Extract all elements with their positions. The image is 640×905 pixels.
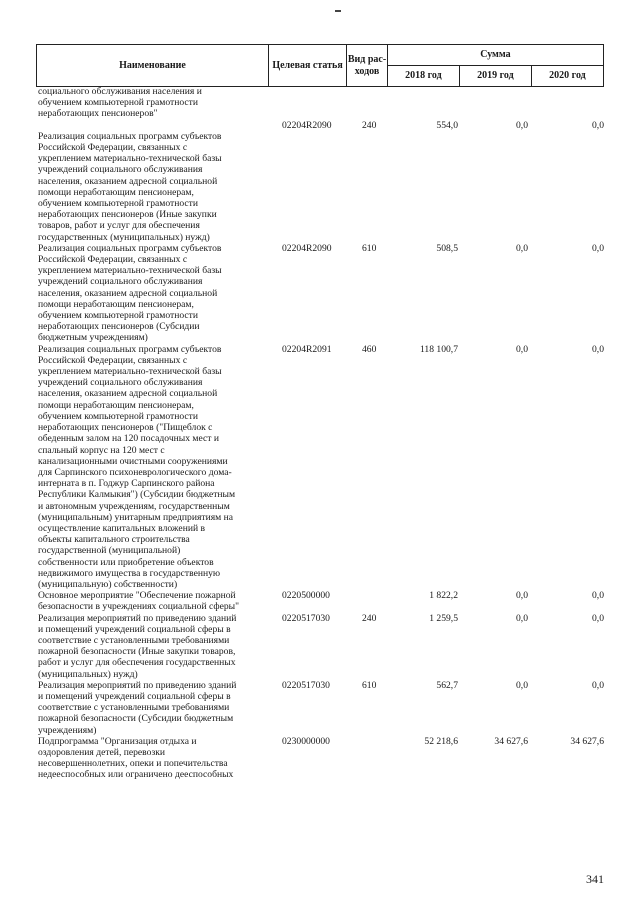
cell-target: 02204R2091 — [282, 343, 332, 355]
header-sum: Сумма — [387, 45, 603, 66]
cell-target: 02204R2090 — [282, 119, 332, 131]
cell-y2018: 562,7 — [436, 679, 458, 691]
table-row — [38, 86, 604, 120]
cell-vid: 240 — [362, 119, 377, 131]
header-name: Наименование — [37, 45, 269, 87]
cell-vid: 610 — [362, 679, 377, 691]
table-header — [36, 44, 604, 87]
cell-y2019: 34 627,6 — [494, 735, 528, 747]
cell-y2019: 0,0 — [516, 242, 528, 254]
cell-y2020: 34 627,6 — [570, 735, 604, 747]
header-vid: Вид рас-ходов — [347, 45, 388, 87]
cell-y2019: 0,0 — [516, 612, 528, 624]
cell-y2020: 0,0 — [592, 679, 604, 691]
cell-target: 0230000000 — [282, 735, 330, 747]
scan-mark — [335, 10, 341, 12]
cell-y2018: 554,0 — [436, 119, 458, 131]
table-row — [38, 120, 604, 243]
cell-target: 0220500000 — [282, 590, 330, 602]
cell-y2018: 118 100,7 — [419, 343, 458, 355]
table-row — [38, 680, 604, 736]
cell-y2019: 0,0 — [516, 679, 528, 691]
cell-y2020: 0,0 — [592, 119, 604, 131]
cell-name: Реализация мероприятий по приведению зданий и помещений учреждений социальной сферы в соответствие с установленными требованиями пожарной безопасности (Иные закупки товаров, работ и услуг для обеспечения государственных (муниципальных) нужд) — [38, 612, 237, 680]
page-number: 341 — [586, 872, 604, 886]
cell-y2018: 52 218,6 — [424, 735, 458, 747]
cell-y2020: 0,0 — [592, 590, 604, 602]
table-row — [38, 243, 604, 344]
table-body — [38, 86, 604, 781]
header-2020: 2020 год — [531, 66, 603, 87]
cell-vid: 240 — [362, 612, 377, 624]
table-row — [38, 736, 604, 781]
cell-y2020: 0,0 — [592, 612, 604, 624]
table-row — [38, 344, 604, 590]
cell-name: Основное мероприятие "Обеспечение пожарной безопасности в учреждениях социальной сферы" — [38, 590, 240, 613]
cell-name: социального обслуживания населения и обучением компьютерной грамотности неработающих пенсионеров" — [38, 86, 202, 120]
cell-y2019: 0,0 — [516, 590, 528, 602]
cell-y2020: 0,0 — [592, 343, 604, 355]
cell-y2020: 0,0 — [592, 242, 604, 254]
table-row — [38, 613, 604, 680]
cell-name: Подпрограмма "Организация отдыха и оздоровления детей, перевозки несовершеннолетних, опеки и попечительства недееспособных или ограничено дееспособных — [38, 735, 234, 781]
cell-name: Реализация социальных программ субъектов Российской Федерации, связанных с укреплением материально-технической базы учреждений социального обслуживания населения, оказанием адресной социальной помощи неработающим пенсионерам, обучением компьютерной грамотности неработающих пенсионеров ("Пищеблок с обеденным залом на 120 посадочных мест и спальный корпус на 120 мест с канализационными очистными сооружениями для Сарпинского психоневрологического дома- интерната в п. Годжур Сарпинского района Республики Калмыкия") (Субсидии бюджетным и автономным учреждениям, государственным (муниципальным) унитарным предприятиям на осуществление капитальных вложений в объекты капитального строительства государственной (муниципальной) собственности или приобретение объектов недвижимого имущества в государственную (муниципальную) собственности) — [38, 343, 236, 590]
cell-y2018: 1 259,5 — [429, 612, 458, 624]
cell-vid: 610 — [362, 242, 377, 254]
header-2018: 2018 год — [387, 66, 459, 87]
cell-target: 0220517030 — [282, 612, 330, 624]
cell-y2018: 508,5 — [436, 242, 458, 254]
header-target: Целевая статья — [268, 45, 346, 87]
cell-y2019: 0,0 — [516, 343, 528, 355]
cell-name: Реализация социальных программ субъектов Российской Федерации, связанных с укреплением материально-технической базы учреждений социального обслуживания населения, оказанием адресной социальной помощи неработающим пенсионерам, обучением компьютерной грамотности неработающих пенсионеров (Субсидии бюджетным учреждениям) — [38, 242, 222, 344]
cell-name: Реализация социальных программ субъектов Российской Федерации, связанных с укреплением материально-технической базы учреждений социального обслуживания населения, оказанием адресной социальной помощи неработающим пенсионерам, обучением компьютерной грамотности неработающих пенсионеров (Иные закупки товаров, работ и услуг для обеспечения государственных (муниципальных) нужд) — [38, 130, 222, 243]
cell-name: Реализация мероприятий по приведению зданий и помещений учреждений социальной сферы в соответствие с установленными требованиями пожарной безопасности (Субсидии бюджетным учреждениям) — [38, 679, 237, 736]
cell-y2018: 1 822,2 — [429, 590, 458, 602]
cell-y2019: 0,0 — [516, 119, 528, 131]
cell-vid: 460 — [362, 343, 377, 355]
table-row — [38, 590, 604, 612]
header-2019: 2019 год — [459, 66, 531, 87]
cell-target: 02204R2090 — [282, 242, 332, 254]
cell-target: 0220517030 — [282, 679, 330, 691]
